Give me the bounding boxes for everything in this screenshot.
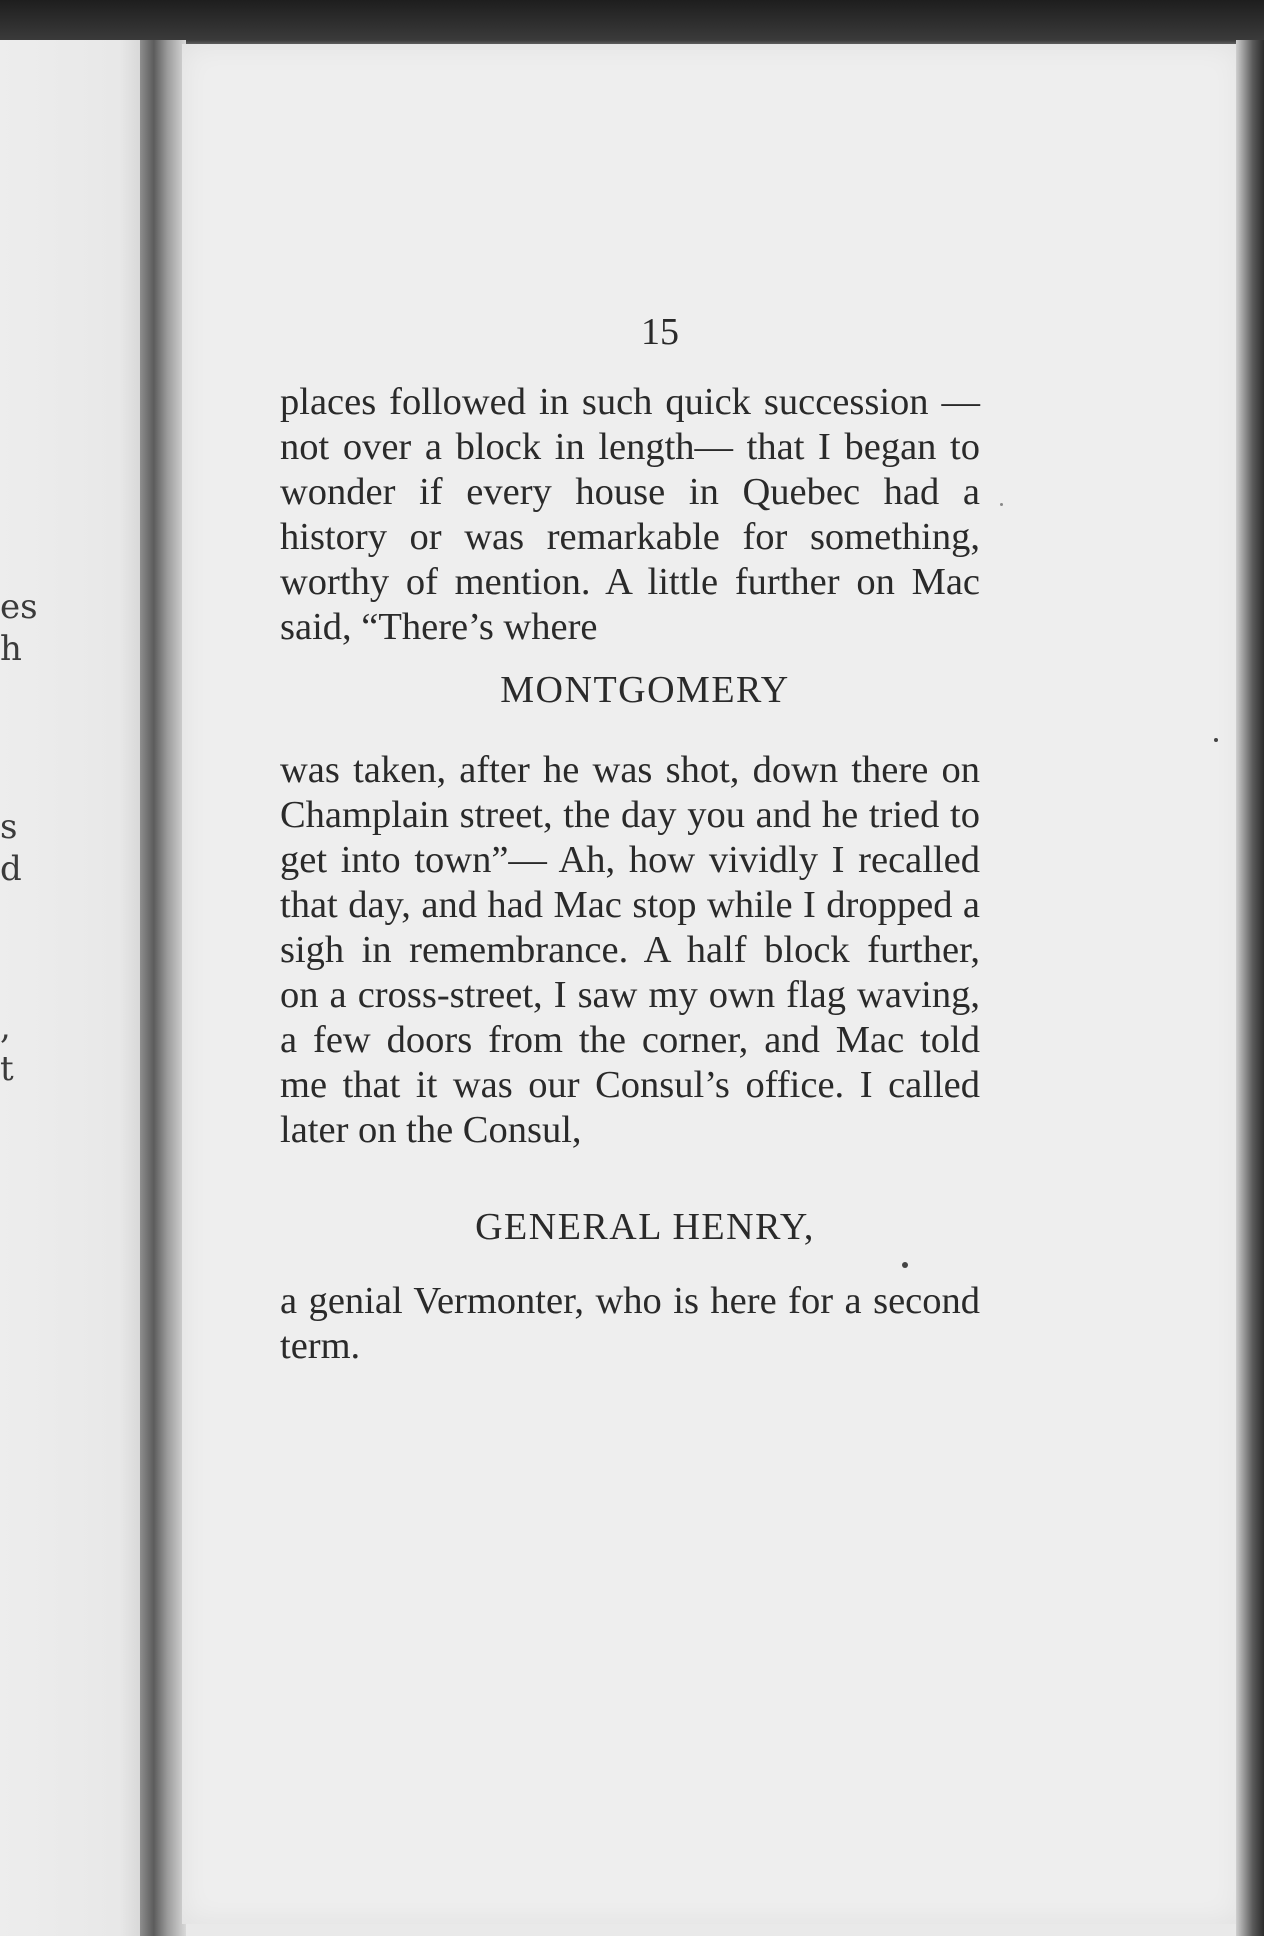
paper-speck — [1000, 503, 1003, 506]
paragraph: was taken, after he was shot, down there on Champlain street, the day you and he tried to get into town”— Ah, how vividly I recalled that day, and had Mac stop while I dropped a sigh in remembrance. A half block further, on a cross-street, I saw my own flag waving, a few doors from the corner, and Mac told me that it was our Consul’s office. I called later on the Consul, — [280, 749, 980, 1151]
left-fragment: h — [0, 629, 22, 669]
paragraph: places followed in such quick succession — not over a block in length— that I began to wonder if every house in Quebec had a history or was remarkable for something, worthy of mention. A little further on Mac said, “There’s where — [280, 381, 980, 648]
page-number: 15 — [641, 311, 679, 353]
section-heading: GENERAL HENRY, — [475, 1206, 815, 1248]
book-gutter — [140, 40, 186, 1936]
section-heading: MONTGOMERY — [500, 669, 790, 711]
right-page-edge — [1236, 40, 1264, 1936]
page-text-block — [280, 310, 980, 1369]
left-fragment: s — [0, 807, 18, 847]
left-fragment: es — [0, 587, 38, 627]
left-fragment: d — [0, 849, 22, 889]
paper-speck — [1214, 738, 1218, 742]
left-fragment: , — [0, 1007, 11, 1047]
paragraph: a genial Vermonter, who is here for a second term. — [280, 1280, 980, 1367]
paper-speck — [902, 1262, 908, 1268]
left-fragment: t — [0, 1049, 14, 1089]
